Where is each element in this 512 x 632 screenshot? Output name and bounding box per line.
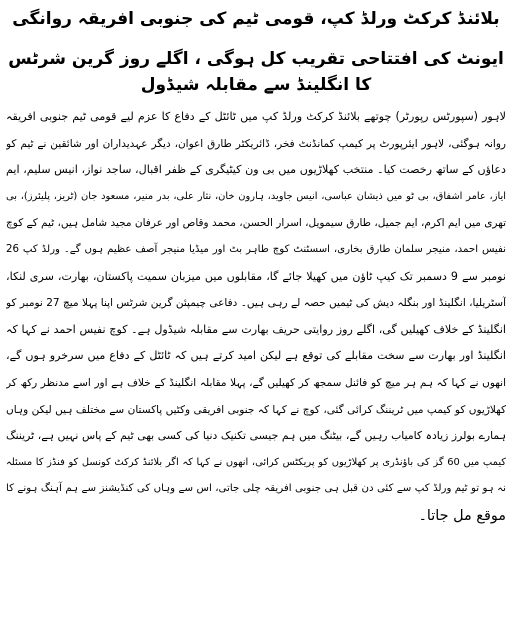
body-line: ایاز، عامر اشفاق، بی ٹو میں ذیشان عباسی، انیس جاوید، ہارون خان، نثار علی، بدر منیر، مسعود جان (ٹریز، پلیئرز)، بی [6,190,506,202]
body-line: آسٹریلیا، انگلینڈ اور بنگلہ دیش کی ٹیمیں حصہ لے رہی ہیں۔ دفاعی چیمپئن گرین شرٹس اپنا پہلا میچ 27 نومبر کو [6,297,506,310]
body-line: تھری میں ایم اکرم، ایم جمیل، طارق سیمویل، اسرار الحسن، محمد وقاص اور عرفان مجید شامل ہیں، ٹیم کے کوچ [6,217,506,230]
article-body [6,104,506,530]
body-line: روانہ ہوگئی، لاہور ایئرپورٹ پر کیمپ کمانڈنٹ فخر، ڈائریکٹر طارق اعوان، دیگر عہدیداران اور شائقین نے ٹیم کو [6,137,506,150]
body-line: موقع مل جاتا۔ [418,507,506,524]
body-line: کھلاڑیوں کو کیمپ میں ٹریننگ کرائی گئی، کوچ نے کہا کہ جنوبی افریقی وکٹیں پاکستان سے مختلف ہیں لیکن وہاں [6,403,506,416]
body-line: انگلینڈ کے خلاف کھیلیں گی، اگلے روز روایتی حریف بھارت سے مقابلہ شیڈول ہے۔ کوچ نفیس احمد نے کہا کہ [6,322,506,336]
body-line: دعاؤں کے ساتھ رخصت کیا۔ منتخب کھلاڑیوں میں بی ون کیٹیگری کے ظفر اقبال، ساجد نواز، انیس سلیم، ایم [6,163,506,177]
body-line: کیمپ میں 60 گز کی باؤنڈری پر کھلاڑیوں کو پریکٹس کرائی، انھوں نے کہا کہ اگر بلائنڈ کرکٹ کونسل کو فنڈز کا مسئلہ [6,456,506,468]
body-line: نفیس احمد، منیجر سلمان طارق بخاری، اسسٹنٹ کوچ طاہر بٹ اور میڈیا منیجر آصف عظیم ہوں گے۔ ورلڈ کپ 26 [6,243,506,255]
body-line: انگلینڈ اور بھارت سے سخت مقابلے کی توقع ہے لیکن امید کرتے ہیں کہ ٹائٹل کے دفاع میں سرخرو ہوں گے، [6,349,506,363]
body-line: لاہور (سپورٹس رپورٹر) چوتھے بلائنڈ کرکٹ ورلڈ کپ میں ٹائٹل کے دفاع کا عزم لیے قومی ٹیم جنوبی افریقہ [6,110,506,123]
body-line: نومبر سے 9 دسمبر تک کیپ ٹاؤن میں کھیلا جائے گا، مقابلوں میں میزبان سمیت پاکستان، بھارت، سری لنکا، [6,269,506,283]
article-headline: بلائنڈ کرکٹ ورلڈ کپ، قومی ٹیم کی جنوبی افریقہ روانگی [12,9,500,29]
article-subheadline: ایونٹ کی افتتاحی تقریب کل ہوگی ، اگلے روز گرین شرٹس کا انگلینڈ سے مقابلہ شیڈول [8,49,504,95]
body-line: انھوں نے کہا کہ ہم ہر میچ کو فائنل سمجھ کر کھیلیں گے، پہلا مقابلہ انگلینڈ کے خلاف ہے اور اسے مدنظر رکھ کر [6,376,506,389]
body-line: نہ ہو تو ٹیم ورلڈ کپ سے کئی دن قبل ہی جنوبی افریقہ چلی جاتی، اس سے وہاں کی کنڈیشنز سے ہم آہنگ ہونے کا [6,483,506,495]
body-line: ہمارے بولرز زیادہ کامیاب رہیں گے، بیٹنگ میں ہم جیسی تکنیک دنیا کی کسی بھی ٹیم کے پاس نہیں ہے، ٹریننگ [6,429,506,443]
